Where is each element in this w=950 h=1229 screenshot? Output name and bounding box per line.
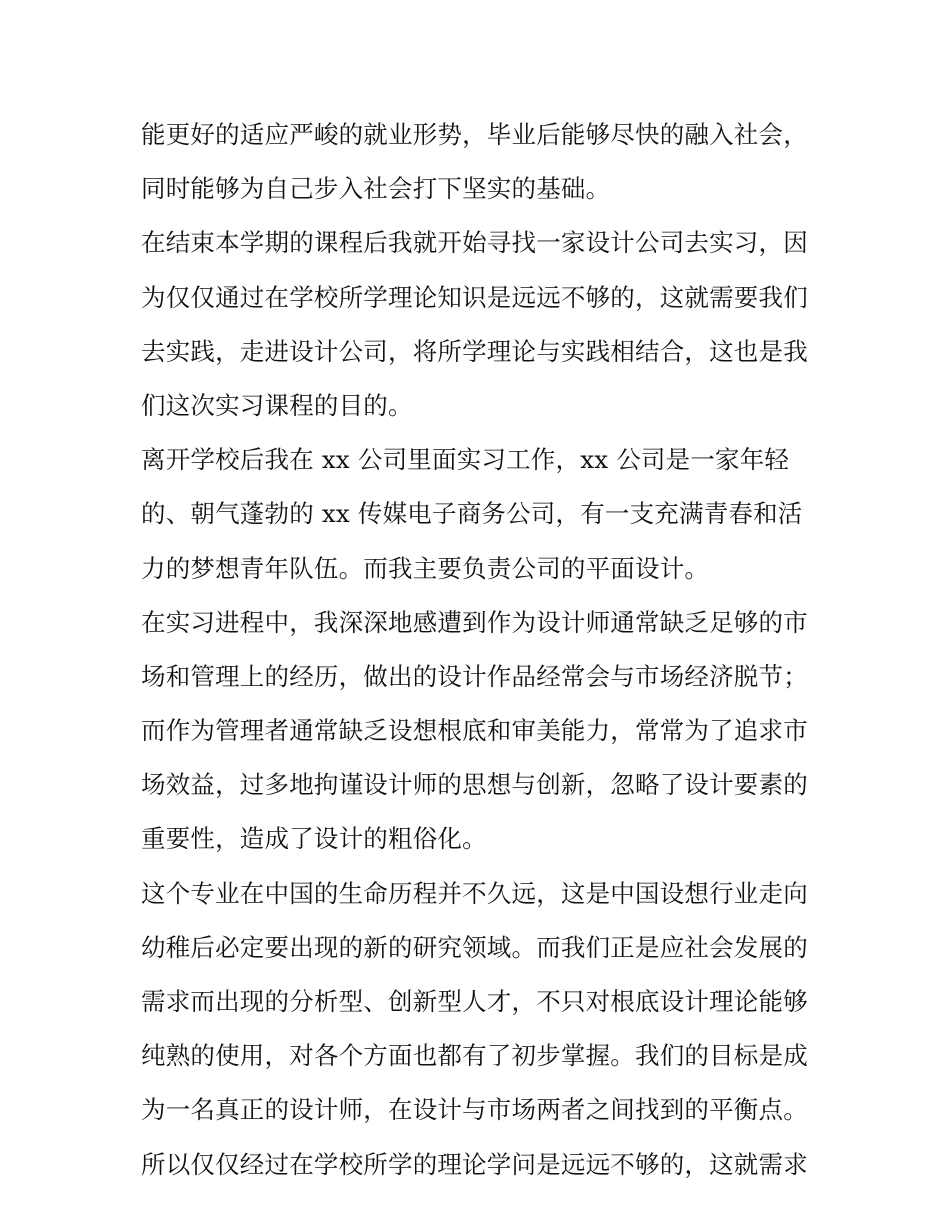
- text-line: 纯熟的使用，对各个方面也都有了初步掌握。我们的目标是成: [141, 1041, 808, 1071]
- text-line: 幼稚后必定要出现的新的研究领域。而我们正是应社会发展的: [141, 932, 808, 962]
- text-line: 为仅仅通过在学校所学理论知识是远远不够的，这就需要我们: [141, 282, 808, 312]
- text-line: 能更好的适应严峻的就业形势，毕业后能够尽快的融入社会，: [141, 120, 808, 149]
- text-line: 为一名真正的设计师，在设计与市场两者之间找到的平衡点。: [141, 1095, 808, 1125]
- text-line: 重要性，造成了设计的粗俗化。: [141, 824, 487, 854]
- text-line: 去实践，走进设计公司，将所学理论与实践相结合，这也是我: [141, 336, 808, 366]
- text-line: 的、朝气蓬勃的 xx 传媒电子商务公司，有一支充满青春和活: [141, 499, 803, 529]
- text-line: 力的梦想青年队伍。而我主要负责公司的平面设计。: [141, 553, 710, 583]
- text-line: 同时能够为自己步入社会打下坚实的基础。: [141, 174, 611, 204]
- text-line: 这个专业在中国的生命历程并不久远，这是中国设想行业走向: [141, 878, 808, 908]
- text-line: 场和管理上的经历，做出的设计作品经常会与市场经济脱节；: [141, 661, 808, 691]
- text-line: 离开学校后我在 xx 公司里面实习工作，xx 公司是一家年轻: [141, 445, 790, 475]
- text-line: 们这次实习课程的目的。: [141, 390, 413, 420]
- body-text: [141, 108, 821, 1192]
- text-line: 场效益，过多地拘谨设计师的思想与创新，忽略了设计要素的: [141, 770, 808, 800]
- text-line: 在实习进程中，我深深地感遭到作为设计师通常缺乏足够的市: [141, 607, 808, 637]
- text-line: 而作为管理者通常缺乏设想根底和审美能力，常常为了追求市: [141, 716, 808, 746]
- text-line: 在结束本学期的课程后我就开始寻找一家设计公司去实习，因: [141, 228, 808, 258]
- text-line: 所以仅仅经过在学校所学的理论学问是远远不够的，这就需求: [141, 1149, 808, 1179]
- text-line: 需求而出现的分析型、创新型人才，不只对根底设计理论能够: [141, 987, 808, 1016]
